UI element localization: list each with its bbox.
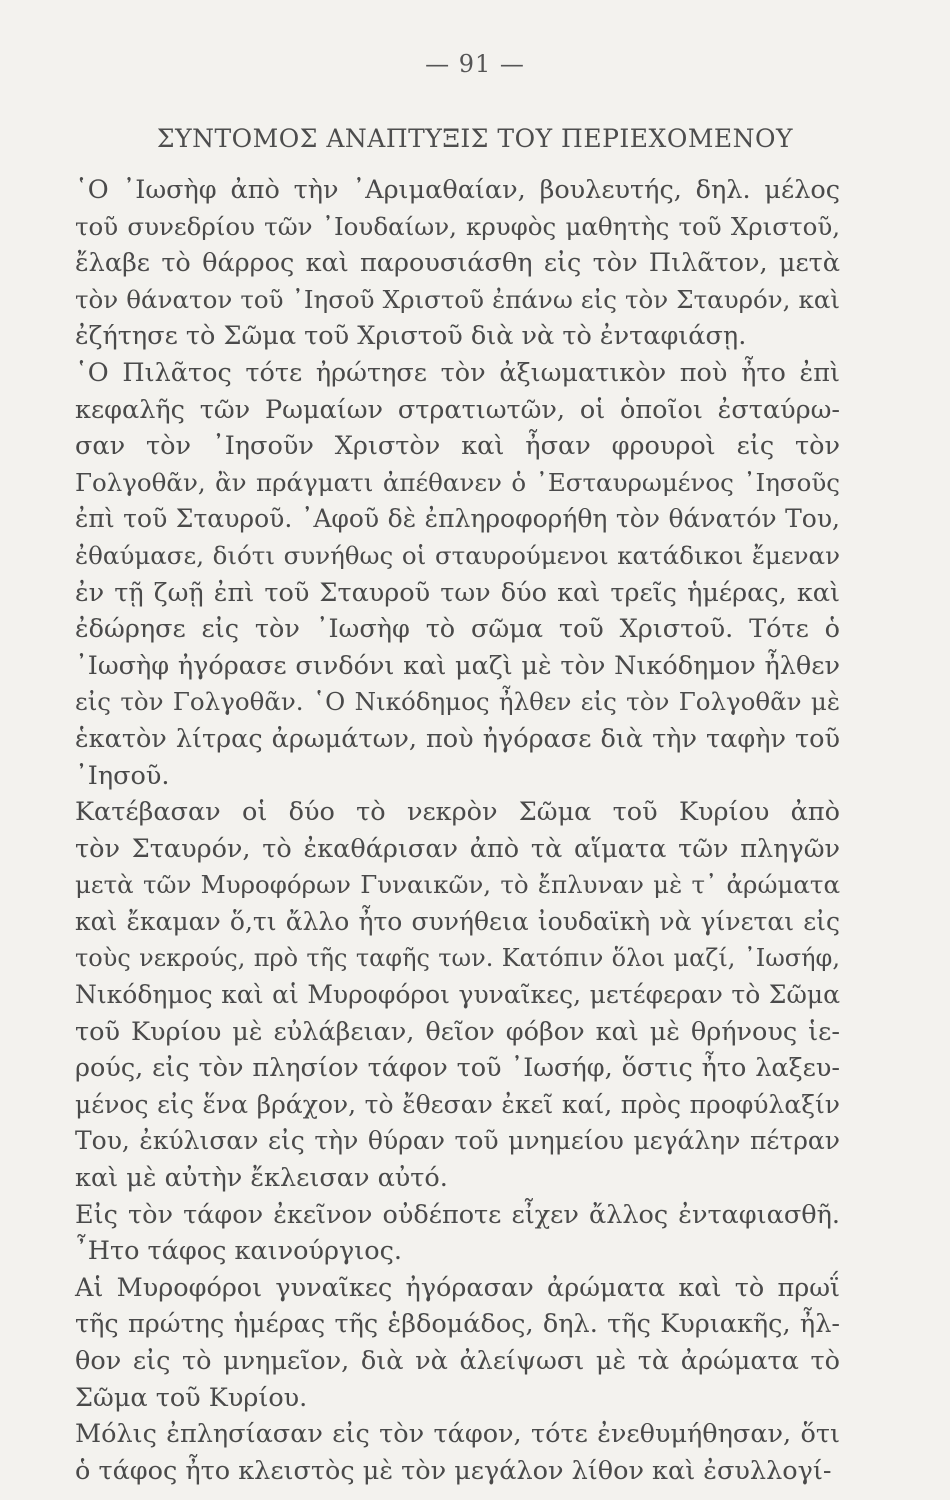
- text-line: ῾Ο Πιλᾶτος τότε ἠρώτησε τὸν ἀξιωματικὸν ποὺ ἦτο ἐπὶ: [75, 357, 840, 388]
- text-line: ὁ τάφος ἦτο κλειστὸς μὲ τὸν μεγάλον λίθον καὶ ἐσυλλογί-: [75, 1455, 832, 1486]
- paragraph: [75, 355, 840, 794]
- text-line: Αἱ Μυροφόροι γυναῖκες ἠγόρασαν ἀρώματα καὶ τὸ πρωΐ: [75, 1272, 840, 1303]
- text-line: ᾿Ιησοῦ.: [75, 760, 170, 791]
- text-line: ῾Ο ᾿Ιωσὴφ ἀπὸ τὴν ᾿Αριμαθαίαν, βουλευτής, δηλ. μέλος: [75, 175, 840, 205]
- text-line: ῏Ητο τάφος καινούργιος.: [75, 1236, 402, 1267]
- text-line: Εἰς τὸν τάφον ἐκεῖνον οὐδέποτε εἶχεν ἄλλος ἐνταφιασθῆ.: [75, 1199, 840, 1230]
- text-line: Κατέβασαν οἱ δύο τὸ νεκρὸν Σῶμα τοῦ Κυρίου ἀπὸ: [75, 797, 840, 828]
- chapter-heading: ΣΥΝΤΟΜΟΣ ΑΝΑΠΤΥΞΙΣ ΤΟΥ ΠΕΡΙΕΧΟΜΕΝΟΥ: [156, 124, 794, 153]
- text-line: ἐδώρησε εἰς τὸν ᾿Ιωσὴφ τὸ σῶμα τοῦ Χριστοῦ. Τότε ὁ: [75, 614, 840, 645]
- text-line: Μόλις ἐπλησίασαν εἰς τὸν τάφον, τότε ἐνεθυμήθησαν, ὅτι: [75, 1419, 840, 1450]
- text-line: τοῦ συνεδρίου τῶν ᾿Ιουδαίων, κρυφὸς μαθητὴς τοῦ Χριστοῦ,: [75, 211, 840, 241]
- text-line: τῆς πρώτης ἡμέρας τῆς ἑβδομάδος, δηλ. τῆς Κυριακῆς, ἦλ-: [75, 1309, 840, 1340]
- text-line: ἔλαβε τὸ θάρρος καὶ παρουσιάσθη εἰς τὸν Πιλᾶτον, μετὰ: [75, 248, 840, 279]
- paragraph: [75, 1270, 840, 1416]
- text-line: τοὺς νεκρούς, πρὸ τῆς ταφῆς των. Κατόπιν ὅλοι μαζί, ᾿Ιωσήφ,: [75, 944, 840, 973]
- text-line: Του, ἐκύλισαν εἰς τὴν θύραν τοῦ μνημείου μεγάλην πέτραν: [75, 1126, 840, 1156]
- text-line: ἐπὶ τοῦ Σταυροῦ. ᾿Αφοῦ δὲ ἐπληροφορήθη τὸν θάνατόν Του,: [75, 504, 840, 534]
- text-line: σαν τὸν ᾿Ιησοῦν Χριστὸν καὶ ἦσαν φρουροὶ εἰς τὸν: [75, 431, 840, 462]
- paragraph: [75, 794, 840, 1197]
- text-line: ρούς, εἰς τὸν πλησίον τάφον τοῦ ᾿Ιωσήφ, ὅστις ἦτο λαξευ-: [75, 1053, 840, 1084]
- text-line: τοῦ Κυρίου μὲ εὐλάβειαν, θεῖον φόβον καὶ μὲ θρήνους ἱε-: [75, 1016, 840, 1047]
- text-line: μένος εἰς ἕνα βράχον, τὸ ἔθεσαν ἐκεῖ καί, πρὸς προφύλαξίν: [75, 1089, 840, 1119]
- text-line: ἐζήτησε τὸ Σῶμα τοῦ Χριστοῦ διὰ νὰ τὸ ἐνταφιάσῃ.: [75, 321, 747, 352]
- text-line: ἐν τῇ ζωῇ ἐπὶ τοῦ Σταυροῦ των δύο καὶ τρεῖς ἡμέρας, καὶ: [75, 577, 840, 608]
- text-line: Σῶμα τοῦ Κυρίου.: [75, 1382, 308, 1413]
- text-line: εἰς τὸν Γολγοθᾶν. ῾Ο Νικόδημος ἦλθεν εἰς τὸν Γολγοθᾶν μὲ: [75, 687, 840, 717]
- text-line: τὸν θάνατον τοῦ ᾿Ιησοῦ Χριστοῦ ἐπάνω εἰς τὸν Σταυρόν, καὶ: [75, 284, 840, 314]
- paragraph: [75, 1197, 840, 1270]
- text-line: μετὰ τῶν Μυροφόρων Γυναικῶν, τὸ ἔπλυναν μὲ τ᾿ ἀρώματα: [75, 870, 840, 900]
- text-line: Γολγοθᾶν, ἂν πράγματι ἀπέθανεν ὁ ᾿Εσταυρωμένος ᾿Ιησοῦς: [75, 467, 840, 497]
- page-number: — 91 —: [425, 50, 525, 78]
- text-line: τὸν Σταυρόν, τὸ ἐκαθάρισαν ἀπὸ τὰ αἵματα τῶν πληγῶν: [75, 833, 840, 864]
- paragraph: [75, 172, 840, 355]
- body-text: [75, 172, 840, 1489]
- text-line: κεφαλῆς τῶν Ρωμαίων στρατιωτῶν, οἱ ὁποῖοι ἐσταύρω-: [75, 394, 840, 425]
- text-line: καὶ ἔκαμαν ὅ,τι ἄλλο ἦτο συνήθεια ἰουδαϊκὴ νὰ γίνεται εἰς: [75, 906, 840, 936]
- text-line: ἑκατὸν λίτρας ἀρωμάτων, ποὺ ἠγόρασε διὰ τὴν ταφὴν τοῦ: [75, 723, 840, 754]
- text-line: Νικόδημος καὶ αἱ Μυροφόροι γυναῖκες, μετέφεραν τὸ Σῶμα: [75, 980, 840, 1010]
- text-line: ἐθαύμασε, διότι συνήθως οἱ σταυρούμενοι κατάδικοι ἔμεναν: [75, 540, 840, 570]
- text-line: καὶ μὲ αὐτὴν ἔκλεισαν αὐτό.: [75, 1163, 448, 1194]
- text-line: ᾿Ιωσὴφ ἠγόρασε σινδόνι καὶ μαζὶ μὲ τὸν Νικόδημον ἦλθεν: [75, 650, 840, 681]
- paragraph: [75, 1416, 840, 1489]
- text-line: θον εἰς τὸ μνημεῖον, διὰ νὰ ἀλείψωσι μὲ τὰ ἀρώματα τὸ: [75, 1346, 840, 1376]
